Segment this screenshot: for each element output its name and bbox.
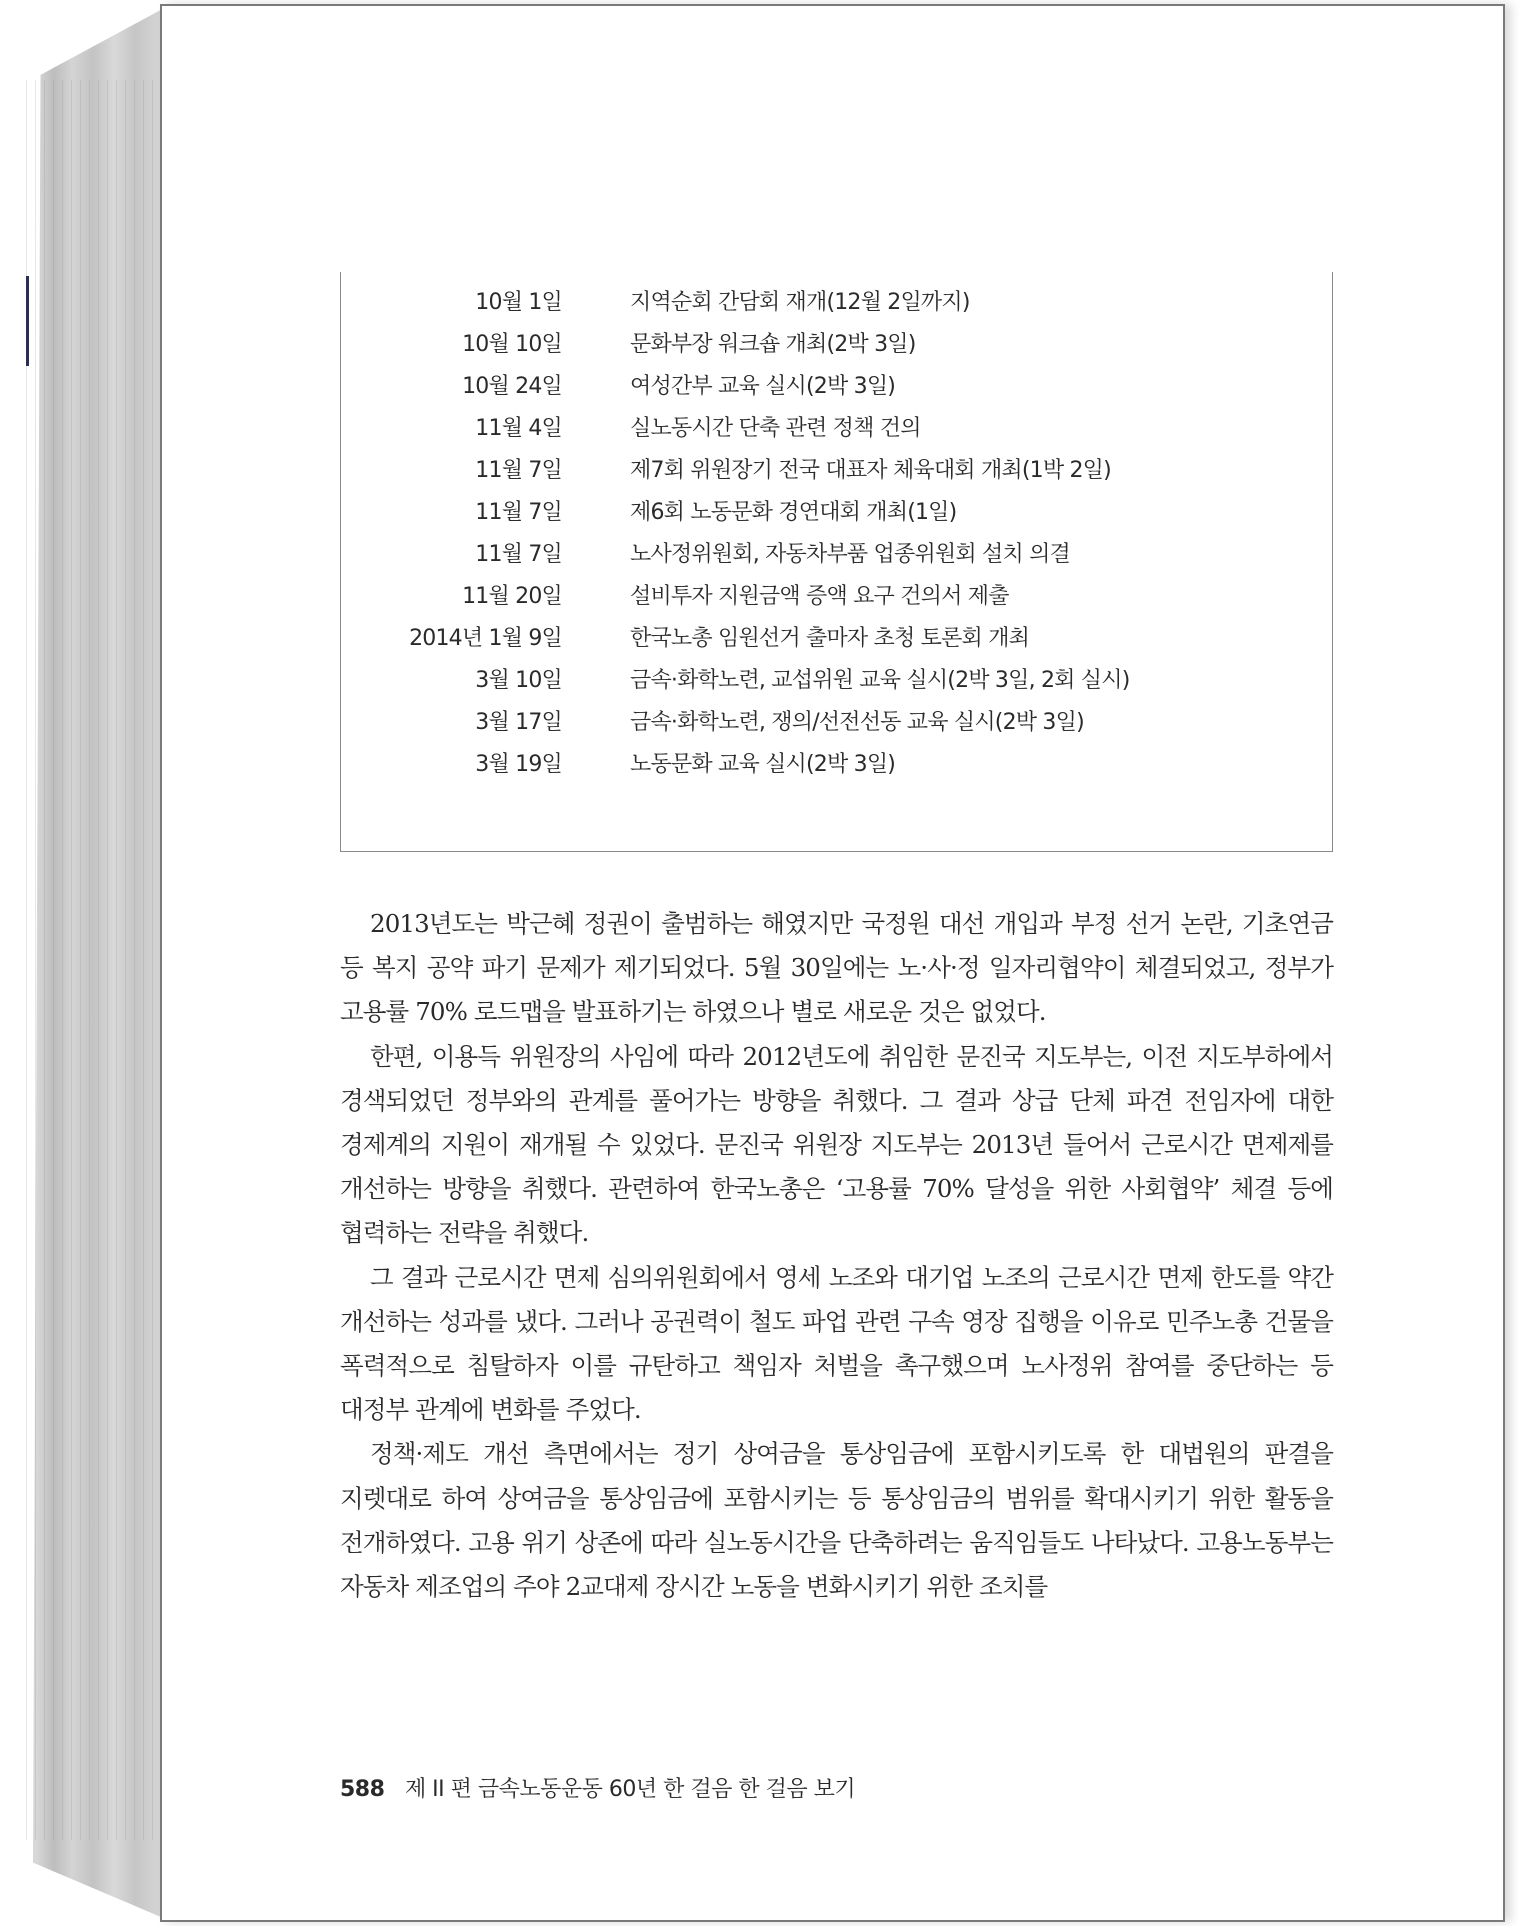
timeline-row [341,619,1332,659]
timeline-date: 3월 17일 [475,710,562,735]
timeline-row [341,325,1332,365]
timeline-row [341,703,1332,743]
timeline-row [341,451,1332,491]
page-footer [340,1772,855,1803]
timeline-box [340,272,1333,852]
body-paragraph: 정책·제도 개선 측면에서는 정기 상여금을 통상임금에 포함시키도록 한 대법원의 판결을 지렛대로 하여 상여금을 통상임금에 포함시키는 등 통상임금의 범위를 확대시키기 위한 활동을 전개하였다. 고용 위기 상존에 따라 실노동시간을 단축하려는 움직임들도 나타났다. 고용노동부는 자동차 제조업의 주야 2교대제 장시간 노동을 변화시키기 위한 조치를 [340,1439,1333,1602]
timeline-date: 11월 7일 [475,542,562,567]
timeline-event: 노동문화 교육 실시(2박 3일) [630,752,896,777]
timeline-row [341,493,1332,533]
timeline-event: 지역순회 간담회 재개(12월 2일까지) [630,290,970,315]
section-title: 제 II 편 금속노동운동 60년 한 걸음 한 걸음 보기 [404,1777,856,1802]
timeline-row [341,661,1332,701]
timeline-event: 제6회 노동문화 경연대회 개최(1일) [630,500,957,525]
timeline-date: 2014년 1월 9일 [409,626,562,651]
bookmark-ribbon [26,276,29,366]
timeline-event: 여성간부 교육 실시(2박 3일) [630,374,896,399]
book-edge-texture [26,80,156,1840]
timeline-date: 11월 7일 [475,458,562,483]
timeline-row [341,577,1332,617]
book-page [160,4,1505,1922]
timeline-row [341,409,1332,449]
body-paragraph: 한편, 이용득 위원장의 사임에 따라 2012년도에 취임한 문진국 지도부는, 이전 지도부하에서 경색되었던 정부와의 관계를 풀어가는 방향을 취했다. 그 결과 상급 단체 파견 전임자에 대한 경제계의 지원이 재개될 수 있었다. 문진국 위원장 지도부는 2013년 들어서 근로시간 면제제를 개선하는 방향을 취했다. 관련하여 한국노총은 ‘고용률 70% 달성을 위한 사회협약’ 체결 등에 협력하는 전략을 취했다. [340,1041,1333,1248]
timeline-date: 10월 10일 [462,332,562,357]
body-paragraph: 그 결과 근로시간 면제 심의위원회에서 영세 노조와 대기업 노조의 근로시간 면제 한도를 약간 개선하는 성과를 냈다. 그러나 공권력이 철도 파업 관련 구속 영장 집행을 이유로 민주노총 건물을 폭력적으로 침탈하자 이를 규탄하고 책임자 처벌을 촉구했으며 노사정위 참여를 중단하는 등 대정부 관계에 변화를 주었다. [340,1262,1333,1425]
timeline-event: 한국노총 임원선거 출마자 초청 토론회 개최 [630,626,1030,651]
timeline-date: 10월 1일 [475,290,562,315]
timeline-date: 11월 4일 [475,416,562,441]
timeline-date: 3월 19일 [475,752,562,777]
timeline-date: 11월 20일 [462,584,562,609]
timeline-date: 11월 7일 [475,500,562,525]
timeline-date: 10월 24일 [462,374,562,399]
timeline-event: 노사정위원회, 자동차부품 업종위원회 설치 의결 [630,542,1071,567]
timeline-row [341,283,1332,323]
timeline-event: 실노동시간 단축 관련 정책 건의 [630,416,921,441]
timeline-event: 금속·화학노련, 교섭위원 교육 실시(2박 3일, 2회 실시) [630,668,1130,693]
body-paragraph: 2013년도는 박근혜 정권이 출범하는 해였지만 국정원 대선 개입과 부정 선거 논란, 기초연금 등 복지 공약 파기 문제가 제기되었다. 5월 30일에는 노·사·정 일자리협약이 체결되었고, 정부가 고용률 70% 로드맵을 발표하기는 하였으나 별로 새로운 것은 없었다. [340,909,1333,1027]
timeline-event: 금속·화학노련, 쟁의/선전선동 교육 실시(2박 3일) [630,710,1084,735]
timeline-event: 제7회 위원장기 전국 대표자 체육대회 개최(1박 2일) [630,458,1111,483]
timeline-row [341,745,1332,785]
timeline-event: 설비투자 지원금액 증액 요구 건의서 제출 [630,584,1009,609]
timeline-event: 문화부장 워크숍 개최(2박 3일) [630,332,916,357]
page-number: 588 [340,1777,385,1802]
body-text [340,902,1333,1609]
timeline-row [341,535,1332,575]
timeline-row [341,367,1332,407]
timeline-date: 3월 10일 [475,668,562,693]
